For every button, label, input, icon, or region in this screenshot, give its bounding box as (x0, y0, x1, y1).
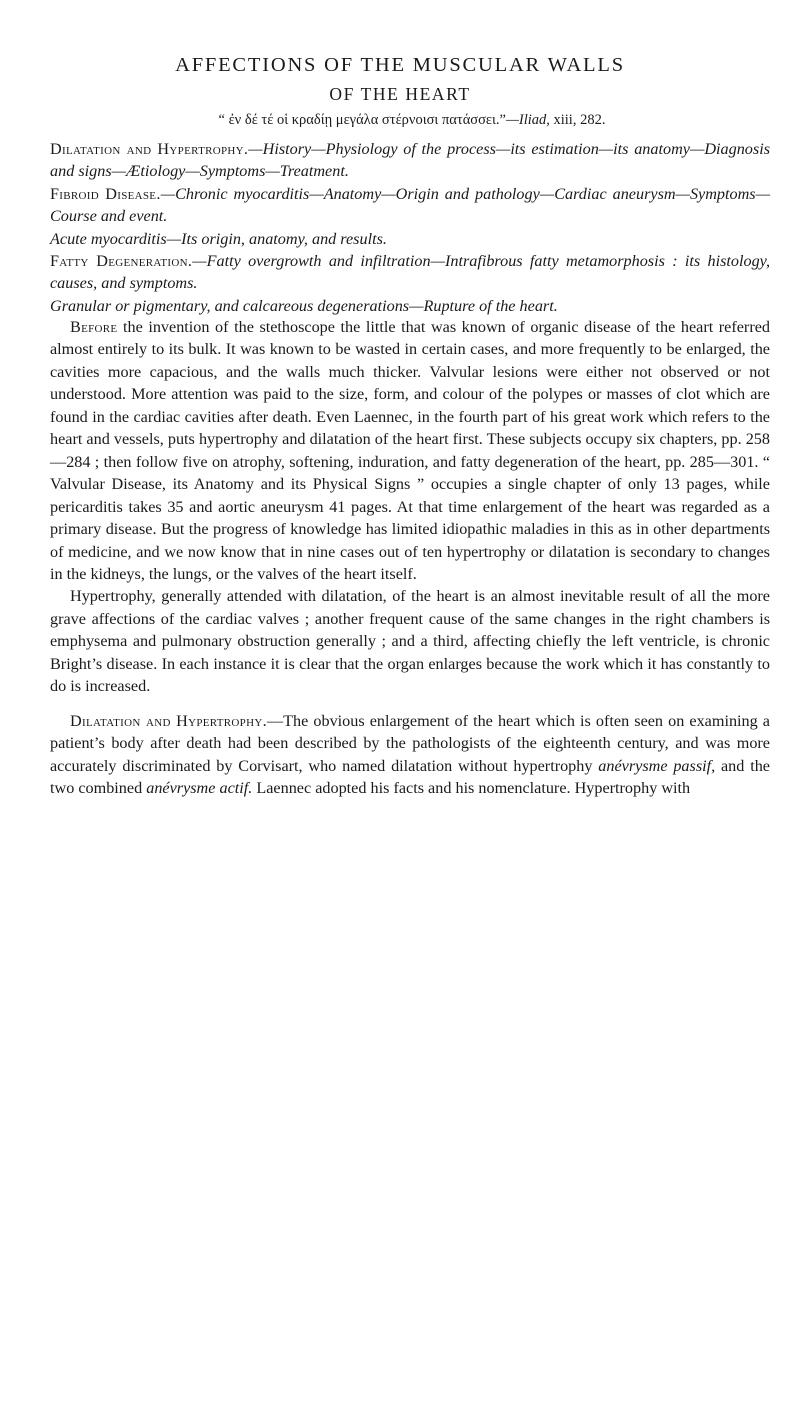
paragraph-3-head: Dilatation and Hypertrophy. (70, 711, 267, 730)
paragraph-3-term-passif: anévrysme passif, (598, 756, 716, 775)
paragraph-1 (50, 316, 770, 585)
body-text (50, 316, 770, 800)
paragraph-2: Hypertrophy, generally attended with dilatation, of the heart is an almost inevitable result of all the more grave affections of the cardiac valves ; another frequent cause of the same changes in the right chambers is emphysema and pulmonary obstruction generally ; and a third, affecting chiefly the left ventricle, is chronic Bright’s disease. In each instance it is clear that the organ enlarges because the work which it has constantly to do is increased. (50, 587, 770, 696)
paragraph-3-text-a: —The obvious enlargement of the heart which is often seen on examining a patient’s body after death had been described by the pathologists of the eighteenth century, and was more accurately discriminated by Corvisart, who named dilatation without hypertrophy (50, 711, 770, 775)
epigraph (54, 112, 770, 129)
contents-dilatation (50, 138, 770, 183)
chapter-contents (50, 138, 770, 317)
contents-fatty-text: —Fatty overgrowth and infiltration—Intrafibrous fatty metamorphosis : its histology, causes, and symptoms. (50, 252, 770, 293)
paragraph-1-text: the invention of the stethoscope the little that was known of organic disease of the heart referred almost entirely to its bulk. It was known to be wasted in certain cases, and more frequently to be enlarged, the cavities more capacious, and the walls much thicker. Valvular lesions were either not observed or not understood. More attention was paid to the size, form, and colour of the polypes or masses of clot which are found in the cardiac cavities after death. Even Laennec, in the fourth part of his great work which refers to the heart and vessels, puts hypertrophy and dilatation of the heart first. These subjects occupy six chapters, pp. 258—284 ; then follow five on atrophy, softening, induration, and fatty degeneration of the heart, pp. 285—301. “ Valvular Disease, its Anatomy and its Physical Signs ” occupies a single chapter of only 13 pages, while pericarditis takes 35 and aortic aneurysm 41 pages. At that time enlargement of the heart was regarded as a primary disease. But the progress of knowledge has limited idiopathic maladies in this as in other departments of medicine, and we now know that in nine cases out of ten hypertrophy or dilatation is secondary to changes in the kidneys, the lungs, or the valves of the heart itself. (50, 318, 770, 583)
contents-fibroid (50, 183, 770, 228)
chapter-title: AFFECTIONS OF THE MUSCULAR WALLS (175, 54, 625, 76)
contents-fatty (50, 250, 770, 295)
contents-acute-text: Acute myocarditis—Its origin, anatomy, and results. (50, 229, 387, 248)
contents-dilatation-text: —History—Physiology of the process—its estimation—its anatomy—Diagnosis and signs—Ætiology—Symptoms—Treatment. (50, 140, 771, 181)
contents-granular (50, 295, 770, 317)
paragraph-3-text-c: Laennec adopted his facts and his nomenclature. Hypertrophy with (252, 779, 691, 798)
epigraph-quote: “ ἐν δέ τέ οἱ κραδίῃ μεγάλα στέρνοισι πατάσσει.” (218, 112, 506, 128)
paragraph-1-lead: Before (70, 318, 118, 336)
contents-fibroid-text: —Chronic myocarditis—Anatomy—Origin and pathology—Cardiac aneurysm—Symptoms—Course and event. (50, 184, 770, 226)
contents-fibroid-head: Fibroid Disease. (50, 184, 161, 203)
paragraph-3-text-b: and the two combined (50, 756, 770, 798)
epigraph-source: —Iliad, (505, 112, 550, 128)
chapter-subtitle: OF THE HEART (329, 84, 471, 104)
contents-dilatation-head: Dilatation and Hypertrophy. (50, 140, 249, 158)
contents-acute (50, 228, 770, 250)
epigraph-ref: xiii, 282. (549, 112, 606, 128)
paragraph-3 (50, 710, 770, 800)
contents-fatty-head: Fatty Degeneration. (50, 252, 193, 271)
contents-granular-text: Granular or pigmentary, and calcareous degenerations—Rupture of the heart. (50, 296, 558, 315)
paragraph-3-term-actif: anévrysme actif. (146, 779, 253, 798)
